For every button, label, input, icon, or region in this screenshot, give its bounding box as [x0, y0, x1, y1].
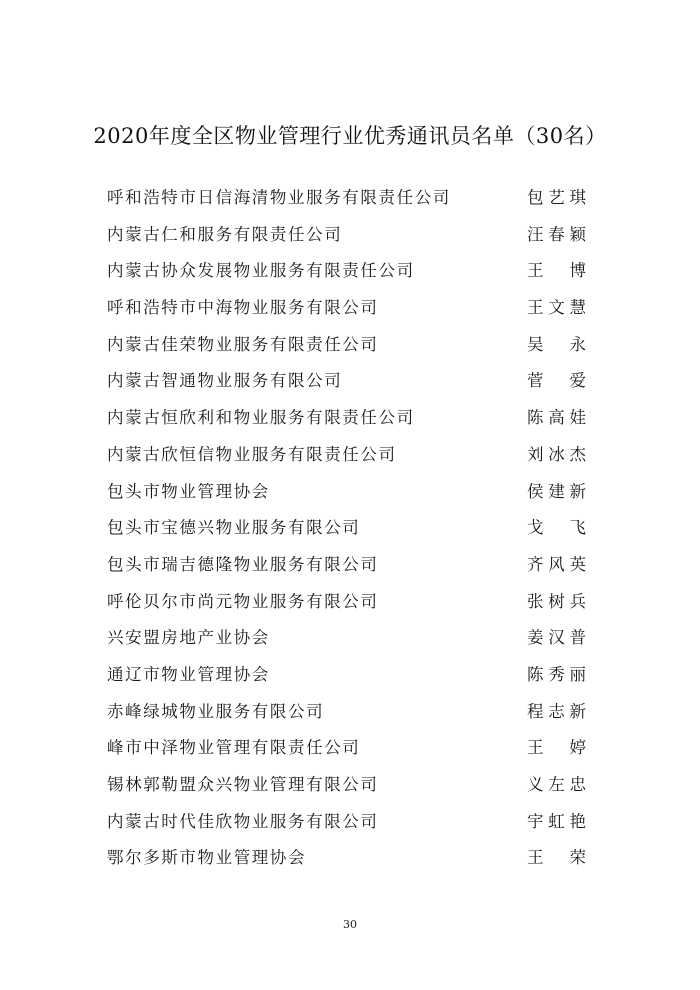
list-item: [107, 588, 587, 625]
person-name: 陈高娃: [527, 408, 587, 428]
company-name: 内蒙古恒欣利和物业服务有限责任公司: [107, 408, 415, 428]
person-name: 张树兵: [527, 591, 587, 611]
company-name: 内蒙古智通物业服务有限公司: [107, 371, 343, 391]
company-name: 呼伦贝尔市尚元物业服务有限公司: [107, 591, 379, 611]
honoree-list: [107, 184, 587, 881]
person-name: 侯建新: [527, 481, 587, 501]
list-item: [107, 441, 587, 478]
company-name: 包头市宝德兴物业服务有限公司: [107, 518, 361, 538]
list-item: [107, 661, 587, 698]
list-item: [107, 624, 587, 661]
person-name: 陈秀丽: [527, 664, 587, 684]
list-item: [107, 734, 587, 771]
list-item: [107, 221, 587, 258]
list-item: [107, 257, 587, 294]
company-name: 锡林郭勒盟众兴物业管理有限公司: [107, 775, 379, 794]
page-number: 30: [343, 918, 357, 931]
person-name: 宇虹艳: [527, 811, 587, 831]
company-name: 鄂尔多斯市物业管理协会: [107, 848, 307, 868]
person-name: 王 博: [527, 261, 587, 281]
company-name: 通辽市物业管理协会: [107, 664, 270, 684]
list-item: [107, 808, 587, 845]
list-item: [107, 331, 587, 368]
list-item: [107, 367, 587, 404]
person-name: 姜汉普: [527, 628, 587, 648]
list-item: [107, 478, 587, 515]
person-name: 齐风英: [527, 554, 587, 574]
list-item: [107, 294, 587, 331]
list-item: [107, 771, 587, 808]
company-name: 内蒙古佳荣物业服务有限责任公司: [107, 334, 379, 354]
company-name: 包头市瑞吉德隆物业服务有限公司: [107, 554, 379, 574]
person-name: 王文慧: [527, 298, 587, 318]
company-name: 内蒙古协众发展物业服务有限责任公司: [107, 261, 415, 281]
company-name: 呼和浩特市日信海清物业服务有限责任公司: [107, 188, 451, 207]
person-name: 汪春颖: [527, 224, 587, 244]
list-item: [107, 551, 587, 588]
company-name: 呼和浩特市中海物业服务有限公司: [107, 298, 379, 318]
company-name: 内蒙古仁和服务有限责任公司: [107, 224, 343, 244]
list-item: [107, 514, 587, 551]
company-name: 包头市物业管理协会: [107, 481, 270, 501]
list-item: [107, 404, 587, 441]
company-name: 赤峰绿城物业服务有限公司: [107, 701, 325, 721]
person-name: 王 婷: [527, 738, 587, 758]
person-name: 吴 永: [527, 334, 587, 354]
document-title: 2020年度全区物业管理行业优秀通讯员名单（30名）: [93, 124, 607, 148]
company-name: 峰市中泽物业管理有限责任公司: [107, 738, 361, 758]
company-name: 兴安盟房地产业协会: [107, 628, 270, 648]
company-name: 内蒙古时代佳欣物业服务有限公司: [107, 811, 379, 831]
list-item: [107, 698, 587, 735]
person-name: 包艺琪: [527, 188, 587, 207]
person-name: 王 荣: [527, 848, 587, 868]
list-item: [107, 844, 587, 881]
list-item: [107, 184, 587, 221]
person-name: 菅 爱: [527, 371, 587, 391]
person-name: 戈 飞: [527, 518, 587, 538]
company-name: 内蒙古欣恒信物业服务有限责任公司: [107, 444, 397, 464]
person-name: 义左忠: [527, 775, 587, 794]
person-name: 程志新: [527, 701, 587, 721]
person-name: 刘冰杰: [527, 444, 587, 464]
